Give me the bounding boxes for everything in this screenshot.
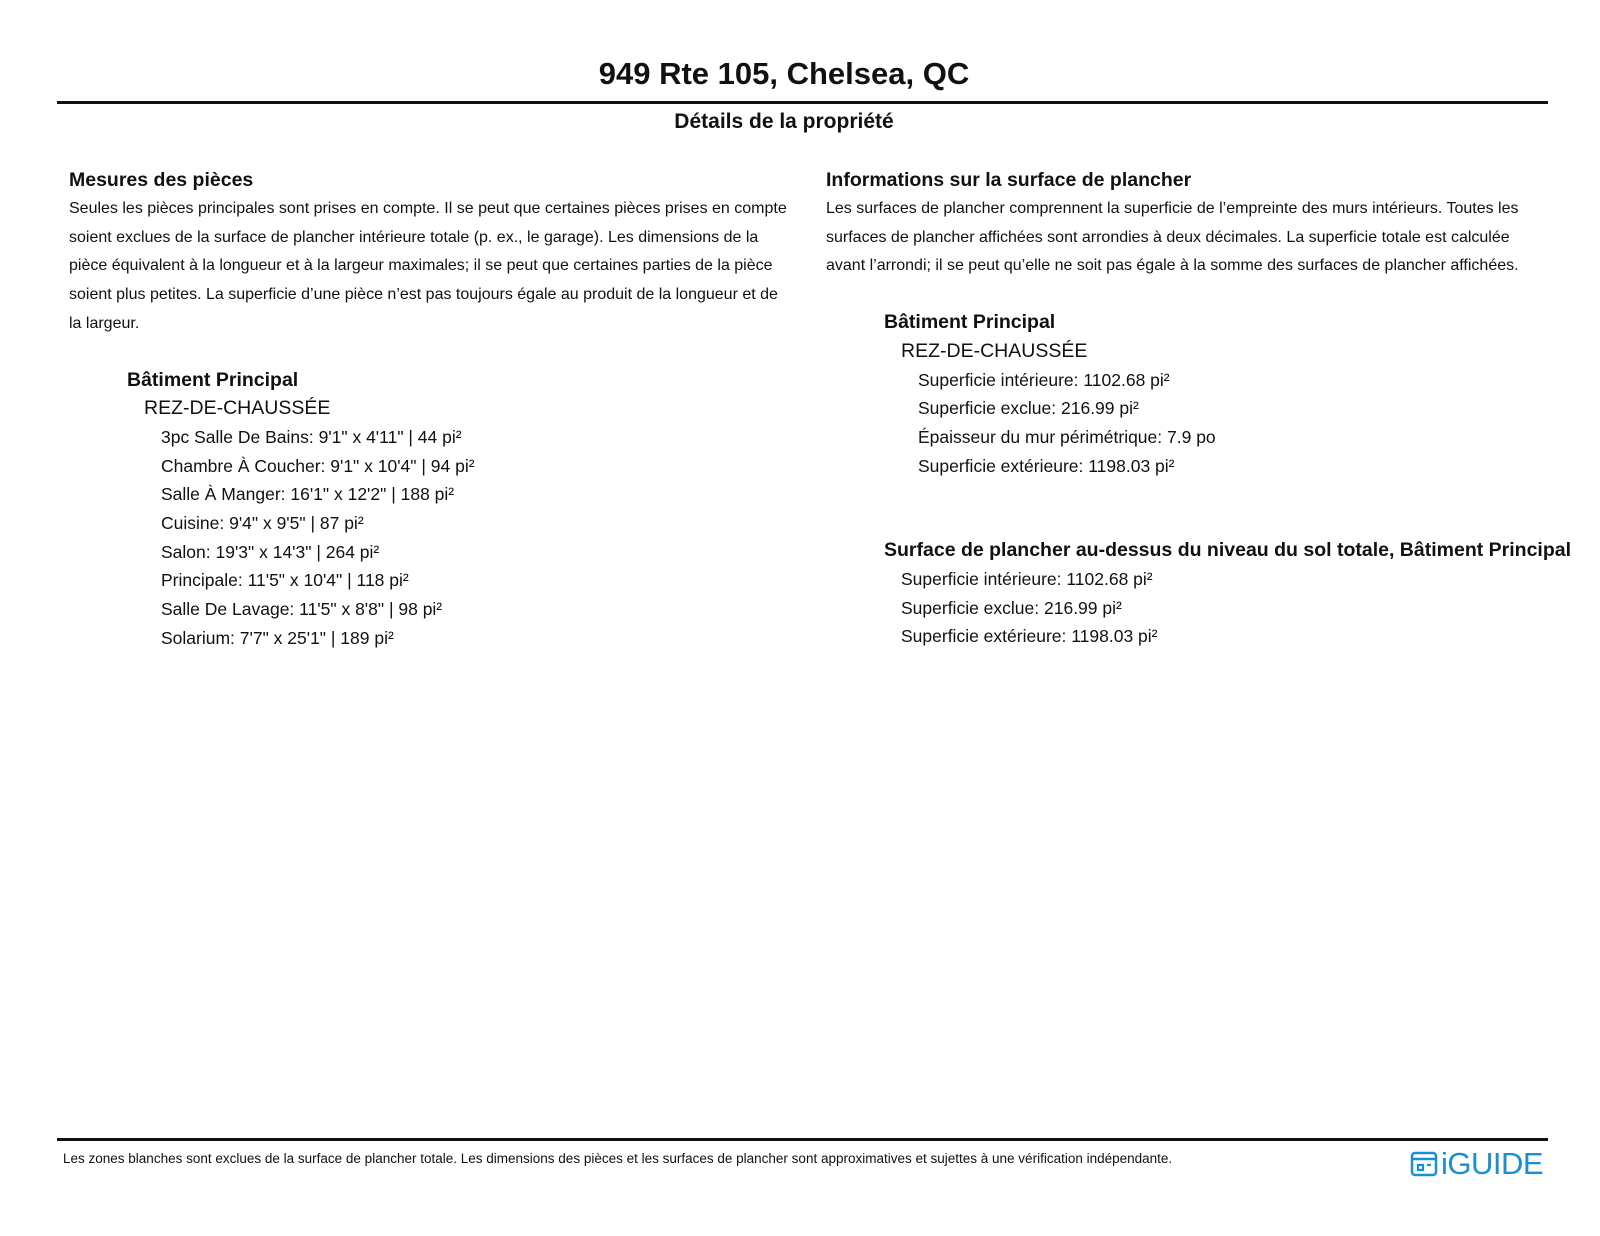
- iguide-logo-text: iGUIDE: [1441, 1146, 1544, 1181]
- header-divider: [57, 101, 1548, 104]
- room-building-name: Bâtiment Principal: [127, 368, 299, 391]
- page-subtitle: Détails de la propriété: [674, 110, 894, 133]
- room-measurements-description: Seules les pièces principales sont prises en compte. Il se peut que certaines pièces prises en compte soient exclues de la surface de plancher intérieure totale (p. ex., le garage). Les dimensions de la pièce équivalent à la longueur et à la largeur maximales; il se peut que certaines parties de la pièce soient plus petites. La superficie d’une pièce n’est pas toujours égale au produit de la longueur et de la largeur.: [69, 200, 787, 332]
- room-item: Salon: 19'3" x 14'3" | 264 pi²: [161, 541, 380, 562]
- total-area-group: [884, 536, 1600, 651]
- footer-divider: [57, 1138, 1548, 1141]
- floor-area-line: Épaisseur du mur périmétrique: 7.9 po: [918, 426, 1216, 447]
- room-list: [161, 423, 789, 653]
- floor-area-line: Superficie intérieure: 1102.68 pi²: [918, 369, 1170, 390]
- floor-level-name: REZ-DE-CHAUSSÉE: [901, 339, 1088, 362]
- room-item: Principale: 11'5" x 10'4" | 118 pi²: [161, 570, 409, 591]
- floor-area-line: Superficie extérieure: 1198.03 pi²: [918, 455, 1175, 476]
- total-area-line: Superficie extérieure: 1198.03 pi²: [901, 626, 1158, 647]
- total-area-title: Surface de plancher au-dessus du niveau du sol totale, Bâtiment Principal: [884, 539, 1572, 562]
- room-measurements-section: [69, 165, 789, 653]
- floor-building-name: Bâtiment Principal: [884, 311, 1056, 334]
- floor-area-title: Informations sur la surface de plancher: [826, 169, 1192, 191]
- room-measurements-title: Mesures des pièces: [69, 169, 254, 191]
- room-item: Cuisine: 9'4" x 9'5" | 87 pi²: [161, 513, 364, 534]
- page-title: 949 Rte 105, Chelsea, QC: [598, 56, 970, 91]
- room-building-group: [127, 366, 789, 653]
- floor-area-line: Superficie exclue: 216.99 pi²: [918, 398, 1139, 419]
- total-area-line: Superficie intérieure: 1102.68 pi²: [901, 569, 1153, 590]
- total-area-lines: [901, 565, 1600, 651]
- total-area-line: Superficie exclue: 216.99 pi²: [901, 597, 1122, 618]
- footer-disclaimer: Les zones blanches sont exclues de la surface de plancher totale. Les dimensions des pièces et les surfaces de plancher sont approximatives et sujettes à une vérification indépendante.: [63, 1151, 1173, 1166]
- room-level-name: REZ-DE-CHAUSSÉE: [144, 397, 331, 420]
- floor-area-section: [826, 165, 1600, 651]
- room-item: Salle À Manger: 16'1" x 12'2" | 188 pi²: [161, 484, 455, 505]
- floor-area-description: Les surfaces de plancher comprennent la superficie de l’empreinte des murs intérieurs. Toutes les surfaces de plancher affichées sont arrondies à deux décimales. La superficie totale est calculée avant l’arrondi; il se peut qu’elle ne soit pas égale à la somme des surfaces de plancher affichées.: [826, 200, 1519, 275]
- iguide-logo-icon: [1410, 1150, 1438, 1178]
- iguide-logo: [1410, 1144, 1543, 1184]
- room-item: Chambre À Coucher: 9'1" x 10'4" | 94 pi²: [161, 455, 475, 476]
- room-level-group: [144, 394, 789, 652]
- floor-level-lines: [918, 366, 1600, 481]
- floor-building-group: [884, 308, 1600, 651]
- room-item: Solarium: 7'7" x 25'1" | 189 pi²: [161, 627, 394, 648]
- room-item: Salle De Lavage: 11'5" x 8'8" | 98 pi²: [161, 599, 443, 620]
- room-item: 3pc Salle De Bains: 9'1" x 4'11" | 44 pi²: [161, 426, 462, 447]
- floor-level-group: [901, 337, 1600, 481]
